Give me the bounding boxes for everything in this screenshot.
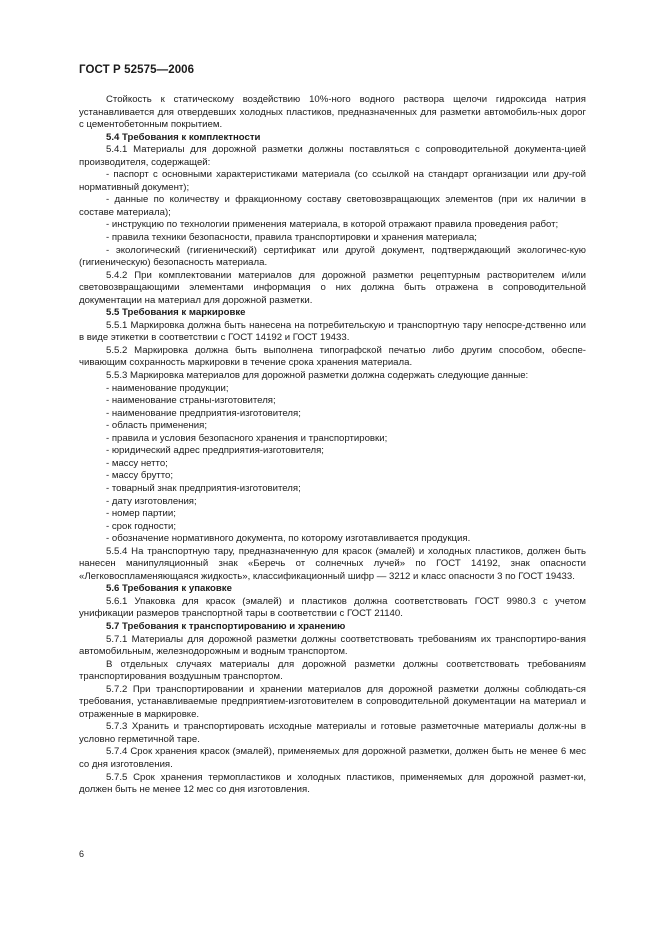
paragraph: 5.5.2 Маркировка должна быть выполнена типографской печатью либо другим способом, обеспе-чивающим сохранность маркировки в течение срока хранения материала. xyxy=(79,344,586,369)
list-item: - экологический (гигиенический) сертификат или другой документ, подтверждающий экологичес-кую (гигиеническую) безопасность материала. xyxy=(79,244,586,269)
paragraph: Стойкость к статическому воздействию 10%-ного водного раствора щелочи гидроксида натрия устанавливается для отвердевших холодных пластиков, предназначенных для разметки автомобиль-ных дорог с цементобетонным покрытием. xyxy=(79,94,586,131)
list-item: - срок годности; xyxy=(106,520,177,532)
list-item: - дату изготовления; xyxy=(106,495,197,507)
paragraph: 5.7.1 Материалы для дорожной разметки должны соответствовать требованиям их транспортиро-вания автомобильным, железнодорожным и водным транспортом. xyxy=(79,633,586,658)
list-item: - правила техники безопасности, правила транспортировки и хранения материала; xyxy=(106,232,477,244)
paragraph: 5.5.3 Маркировка материалов для дорожной разметки должна содержать следующие данные: xyxy=(106,370,529,382)
list-item: - наименование продукции; xyxy=(106,382,229,394)
paragraph: В отдельных случаях материалы для дорожной разметки должны соответствовать требованиям транспортирования воздушным транспортом. xyxy=(79,658,586,683)
paragraph: 5.5.4 На транспортную тару, предназначенную для красок (эмалей) и холодных пластиков, должен быть нанесен манипуляционный знак «Беречь от солнечных лучей» по ГОСТ 14192, знак опасности «Легковоспламеняющаяся жидкость», классификационный шифр — 3212 и класс опасности 3 по ГОСТ 19433. xyxy=(79,545,586,582)
section-heading: 5.6 Требования к упаковке xyxy=(106,583,232,595)
list-item: - наименование страны-изготовителя; xyxy=(106,395,276,407)
list-item: - правила и условия безопасного хранения и транспортировки; xyxy=(106,432,388,444)
list-item: - область применения; xyxy=(106,420,208,432)
list-item: - массу брутто; xyxy=(106,470,174,482)
document-header: ГОСТ Р 52575—2006 xyxy=(79,64,195,76)
list-item: - массу нетто; xyxy=(106,457,168,469)
list-item: - паспорт с основными характеристиками материала (со ссылкой на стандарт организации или дру-гой нормативный документ); xyxy=(79,169,586,193)
section-heading: 5.5 Требования к маркировке xyxy=(106,307,246,319)
section-heading: 5.4 Требования к комплектности xyxy=(106,131,261,143)
list-item: - инструкцию по технологии применения материала, в которой отражают правила проведения работ; xyxy=(106,219,559,231)
paragraph: 5.7.4 Срок хранения красок (эмалей), применяемых для дорожной разметки, должен быть не менее 6 мес со дня изготовления. xyxy=(79,746,586,770)
list-item: - юридический адрес предприятия-изготовителя; xyxy=(106,445,324,457)
page-number: 6 xyxy=(79,849,85,859)
paragraph: 5.7.5 Срок хранения термопластиков и холодных пластиков, применяемых для дорожной размет-ки, должен быть не менее 12 мес со дня изготовления. xyxy=(79,771,586,796)
paragraph: 5.7.2 При транспортировании и хранении материалов для дорожной разметки должны соблюдать-ся требования, устанавливаемые предприятием-изготовителем в сопроводительной документации на материал и отраженные в маркировке. xyxy=(79,683,586,720)
list-item: - данные по количеству и фракционному составу световозвращающих элементов (при их наличии в составе материала); xyxy=(79,194,586,218)
list-item: - наименование предприятия-изготовителя; xyxy=(106,407,301,419)
paragraph: 5.4.2 При комплектовании материалов для дорожной разметки рецептурным растворителем и/или световозвращающими элементами информация о них должна быть отражена в сопроводительной документации на материал для дорожной разметки. xyxy=(79,269,586,306)
list-item: - товарный знак предприятия-изготовителя; xyxy=(106,482,301,494)
paragraph: 5.7.3 Хранить и транспортировать исходные материалы и готовые разметочные материалы долж-ны в условно герметичной таре. xyxy=(79,721,586,745)
paragraph: 5.6.1 Упаковка для красок (эмалей) и пластиков должна соответствовать ГОСТ 9980.3 с учетом унификации размеров транспортной тары в соответствии с ГОСТ 21140. xyxy=(79,595,586,620)
section-heading: 5.7 Требования к транспортированию и хранению xyxy=(106,620,346,632)
paragraph: 5.5.1 Маркировка должна быть нанесена на потребительскую и транспортную тару непосре-дственно или в виде этикетки в соответствии с ГОСТ 14192 и ГОСТ 19433. xyxy=(79,319,586,344)
paragraph: 5.4.1 Материалы для дорожной разметки должны поставляться с сопроводительной документа-цией производителя, содержащей: xyxy=(79,144,586,168)
list-item: - обозначение нормативного документа, по которому изготавливается продукция. xyxy=(106,533,471,545)
document-body xyxy=(79,94,586,797)
list-item: - номер партии; xyxy=(106,508,176,520)
